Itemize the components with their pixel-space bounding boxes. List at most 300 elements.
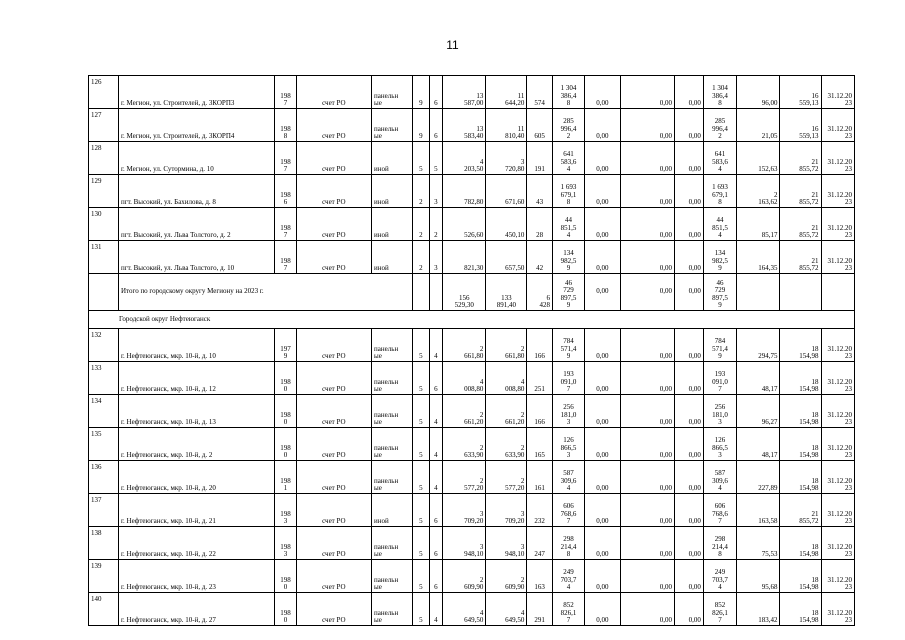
cell-year: 198 0 [275, 395, 296, 428]
table-row [89, 208, 855, 241]
cell-c-b: 0,00 [620, 109, 674, 142]
cell-area-living: 2 633,90 [486, 428, 527, 461]
cell-deadline: 31.12.20 23 [821, 142, 854, 175]
cell-address: пгт. Высокий, ул. Бахилова, д. 8 [118, 175, 275, 208]
cell-address: г. Нефтеюганск, мкр. 10-й, д. 2 [118, 428, 275, 461]
cell-area-total: 13 587,00 [443, 76, 486, 109]
cell-area-living: 3 948,10 [486, 527, 527, 560]
cell-c-c: 0,00 [675, 461, 704, 494]
cell-c-a: 0,00 [585, 142, 621, 175]
total-cost: 46 729 897,5 9 [552, 274, 584, 311]
cell-cost: 44 851,5 4 [552, 208, 584, 241]
cell-year: 198 0 [275, 560, 296, 593]
cell-year: 198 0 [275, 362, 296, 395]
table-row [89, 142, 855, 175]
table-row [89, 362, 855, 395]
cell-area-total: 13 583,40 [443, 109, 486, 142]
cell-residents: 161 [527, 461, 553, 494]
cell-address: г. Нефтеюганск, мкр. 10-й, д. 21 [118, 494, 275, 527]
cell-limit: 18 154,98 [780, 329, 821, 362]
cell-limit: 18 154,98 [780, 560, 821, 593]
cell-residents: 163 [527, 560, 553, 593]
cell-num: 126 [89, 76, 119, 109]
cell-c-c: 0,00 [675, 593, 704, 626]
cell-form: счет РО [296, 208, 371, 241]
cell-year: 198 1 [275, 461, 296, 494]
cell-c-a: 0,00 [585, 428, 621, 461]
cell-entrances: 4 [429, 428, 442, 461]
cell-residents: 191 [527, 142, 553, 175]
cell-c-a: 0,00 [585, 560, 621, 593]
cell-material: иной [372, 241, 413, 274]
cell-entrances: 6 [429, 560, 442, 593]
cell-entrances: 6 [429, 76, 442, 109]
cell-cost: 256 181,0 3 [552, 395, 584, 428]
cell-floors: 5 [413, 428, 430, 461]
cell-limit: 18 154,98 [780, 461, 821, 494]
cell-address: г. Нефтеюганск, мкр. 10-й, д. 10 [118, 329, 275, 362]
total-row [89, 274, 855, 311]
cell-cost: 134 982,5 9 [552, 241, 584, 274]
cell-area-living: 657,50 [486, 241, 527, 274]
cell-limit: 18 154,98 [780, 362, 821, 395]
cell-cost: 285 996,4 2 [552, 109, 584, 142]
table-row [89, 527, 855, 560]
table-row [89, 428, 855, 461]
cell-area-total: 3 709,20 [443, 494, 486, 527]
cell-cost: 298 214,4 8 [552, 527, 584, 560]
cell-num: 130 [89, 208, 119, 241]
cell-c-a: 0,00 [585, 109, 621, 142]
cell-entrances: 5 [429, 142, 442, 175]
cell-year: 197 9 [275, 329, 296, 362]
cell-num: 128 [89, 142, 119, 175]
table-body-nefteyugansk [89, 329, 855, 626]
cell-total: 852 826,1 7 [703, 593, 736, 626]
cell-material: панельн ые [372, 560, 413, 593]
table-body-megion [89, 76, 855, 274]
cell-c-b: 0,00 [620, 494, 674, 527]
cell-residents: 28 [527, 208, 553, 241]
cell-year: 198 3 [275, 527, 296, 560]
cell-unit: 164,35 [737, 241, 780, 274]
cell-c-c: 0,00 [675, 527, 704, 560]
cell-cost: 126 866,5 3 [552, 428, 584, 461]
cell-limit: 18 154,98 [780, 428, 821, 461]
cell-total: 298 214,4 8 [703, 527, 736, 560]
cell-year: 198 7 [275, 76, 296, 109]
cell-unit: 183,42 [737, 593, 780, 626]
cell-cost: 249 703,7 4 [552, 560, 584, 593]
cell-total: 1 304 386,4 8 [703, 76, 736, 109]
cell-limit: 21 855,72 [780, 241, 821, 274]
cell-form: счет РО [296, 329, 371, 362]
cell-entrances: 4 [429, 395, 442, 428]
cell-floors: 5 [413, 362, 430, 395]
cell-total: 44 851,5 4 [703, 208, 736, 241]
cell-area-living: 2 661,20 [486, 395, 527, 428]
cell-entrances: 4 [429, 593, 442, 626]
cell-num: 133 [89, 362, 119, 395]
cell-entrances: 2 [429, 208, 442, 241]
cell-unit: 96,27 [737, 395, 780, 428]
cell-year: 198 0 [275, 593, 296, 626]
total-area-total: 156 529,30 [443, 274, 486, 311]
cell-floors: 2 [413, 208, 430, 241]
cell-residents: 165 [527, 428, 553, 461]
table-row [89, 560, 855, 593]
cell-form: счет РО [296, 76, 371, 109]
cell-area-total: 2 609,90 [443, 560, 486, 593]
cell-deadline: 31.12.20 23 [821, 527, 854, 560]
cell-entrances: 6 [429, 362, 442, 395]
cell-floors: 9 [413, 76, 430, 109]
cell-residents: 247 [527, 527, 553, 560]
total-c-a: 0,00 [585, 274, 621, 311]
cell-c-a: 0,00 [585, 395, 621, 428]
cell-limit: 18 154,98 [780, 527, 821, 560]
cell-unit: 227,89 [737, 461, 780, 494]
cell-year: 198 6 [275, 175, 296, 208]
cell-address: г. Нефтеюганск, мкр. 10-й, д. 13 [118, 395, 275, 428]
cell-c-b: 0,00 [620, 527, 674, 560]
cell-area-total: 821,30 [443, 241, 486, 274]
cell-c-b: 0,00 [620, 329, 674, 362]
cell-area-total: 2 661,80 [443, 329, 486, 362]
total-area-living: 133 891,40 [486, 274, 527, 311]
cell-cost: 1 304 386,4 8 [552, 76, 584, 109]
cell-cost: 784 571,4 9 [552, 329, 584, 362]
cell-c-b: 0,00 [620, 461, 674, 494]
cell-num: 135 [89, 428, 119, 461]
cell-material: панельн ые [372, 593, 413, 626]
cell-area-living: 11 644,20 [486, 76, 527, 109]
cell-residents: 43 [527, 175, 553, 208]
cell-c-b: 0,00 [620, 395, 674, 428]
cell-address: г. Нефтеюганск, мкр. 10-й, д. 23 [118, 560, 275, 593]
cell-limit: 16 559,13 [780, 109, 821, 142]
cell-area-total: 2 661,20 [443, 395, 486, 428]
cell-area-living: 450,10 [486, 208, 527, 241]
cell-c-a: 0,00 [585, 461, 621, 494]
cell-area-total: 2 577,20 [443, 461, 486, 494]
cell-form: счет РО [296, 461, 371, 494]
cell-address: пгт. Высокий, ул. Льва Толстого, д. 2 [118, 208, 275, 241]
cell-residents: 291 [527, 593, 553, 626]
cell-unit: 96,00 [737, 76, 780, 109]
cell-material: панельн ые [372, 527, 413, 560]
cell-num: 136 [89, 461, 119, 494]
cell-c-b: 0,00 [620, 208, 674, 241]
table-row [89, 109, 855, 142]
cell-c-c: 0,00 [675, 362, 704, 395]
cell-residents: 166 [527, 329, 553, 362]
cell-form: счет РО [296, 241, 371, 274]
cell-cost: 641 583,6 4 [552, 142, 584, 175]
cell-deadline: 31.12.20 23 [821, 428, 854, 461]
cell-year: 198 8 [275, 109, 296, 142]
cell-limit: 21 855,72 [780, 494, 821, 527]
cell-deadline: 31.12.20 23 [821, 175, 854, 208]
cell-num: 134 [89, 395, 119, 428]
cell-material: иной [372, 208, 413, 241]
cell-entrances: 4 [429, 461, 442, 494]
cell-total: 1 693 679,1 8 [703, 175, 736, 208]
cell-c-b: 0,00 [620, 593, 674, 626]
cell-c-b: 0,00 [620, 175, 674, 208]
cell-entrances: 6 [429, 109, 442, 142]
table-row [89, 76, 855, 109]
cell-year: 198 7 [275, 241, 296, 274]
cell-address: г. Мегион, ул. Строителей, д. 3КОРП4 [118, 109, 275, 142]
table-row [89, 175, 855, 208]
cell-unit: 48,17 [737, 362, 780, 395]
page-number: 11 [446, 38, 459, 52]
cell-c-c: 0,00 [675, 142, 704, 175]
cell-area-total: 2 633,90 [443, 428, 486, 461]
cell-residents: 166 [527, 395, 553, 428]
cell-area-living: 2 661,80 [486, 329, 527, 362]
cell-deadline: 31.12.20 23 [821, 593, 854, 626]
cell-c-c: 0,00 [675, 241, 704, 274]
cell-limit: 21 855,72 [780, 208, 821, 241]
cell-total: 134 982,5 9 [703, 241, 736, 274]
cell-material: панельн ые [372, 428, 413, 461]
total-label: Итого по городскому округу Мегиону на 2023 г. [118, 274, 412, 311]
cell-unit: 294,75 [737, 329, 780, 362]
cell-floors: 5 [413, 527, 430, 560]
cell-address: г. Нефтеюганск, мкр. 10-й, д. 12 [118, 362, 275, 395]
cell-year: 198 0 [275, 428, 296, 461]
cell-residents: 232 [527, 494, 553, 527]
cell-c-c: 0,00 [675, 560, 704, 593]
cell-address: пгт. Высокий, ул. Льва Толстого, д. 10 [118, 241, 275, 274]
table-row [89, 395, 855, 428]
cell-total: 285 996,4 2 [703, 109, 736, 142]
cell-cost: 606 768,6 7 [552, 494, 584, 527]
cell-total: 641 583,6 4 [703, 142, 736, 175]
cell-unit: 48,17 [737, 428, 780, 461]
cell-area-total: 782,80 [443, 175, 486, 208]
repair-program-table [88, 75, 855, 626]
cell-area-living: 3 709,20 [486, 494, 527, 527]
cell-c-c: 0,00 [675, 494, 704, 527]
cell-material: панельн ые [372, 109, 413, 142]
cell-material: панельн ые [372, 461, 413, 494]
cell-c-b: 0,00 [620, 428, 674, 461]
cell-material: панельн ые [372, 76, 413, 109]
cell-total: 193 091,0 7 [703, 362, 736, 395]
cell-c-b: 0,00 [620, 560, 674, 593]
section-row [89, 311, 855, 329]
cell-area-living: 4 649,50 [486, 593, 527, 626]
cell-floors: 5 [413, 593, 430, 626]
cell-c-c: 0,00 [675, 109, 704, 142]
cell-c-a: 0,00 [585, 241, 621, 274]
cell-c-b: 0,00 [620, 241, 674, 274]
table-row [89, 461, 855, 494]
total-section [89, 274, 855, 329]
cell-floors: 9 [413, 109, 430, 142]
cell-c-c: 0,00 [675, 175, 704, 208]
cell-floors: 2 [413, 241, 430, 274]
cell-address: г. Нефтеюганск, мкр. 10-й, д. 22 [118, 527, 275, 560]
cell-unit: 21,05 [737, 109, 780, 142]
cell-c-c: 0,00 [675, 428, 704, 461]
cell-address: г. Мегион, ул. Сутормина, д. 10 [118, 142, 275, 175]
table-row [89, 241, 855, 274]
cell-cost: 1 693 679,1 8 [552, 175, 584, 208]
cell-entrances: 6 [429, 494, 442, 527]
cell-c-c: 0,00 [675, 208, 704, 241]
cell-num: 131 [89, 241, 119, 274]
cell-limit: 16 559,13 [780, 76, 821, 109]
cell-c-b: 0,00 [620, 76, 674, 109]
cell-limit: 18 154,98 [780, 593, 821, 626]
cell-material: панельн ые [372, 329, 413, 362]
cell-cost: 587 309,6 4 [552, 461, 584, 494]
cell-form: счет РО [296, 428, 371, 461]
cell-form: счет РО [296, 175, 371, 208]
cell-entrances: 4 [429, 329, 442, 362]
cell-num: 139 [89, 560, 119, 593]
cell-limit: 21 855,72 [780, 142, 821, 175]
cell-floors: 5 [413, 560, 430, 593]
cell-c-a: 0,00 [585, 494, 621, 527]
cell-form: счет РО [296, 142, 371, 175]
cell-unit: 75,53 [737, 527, 780, 560]
cell-floors: 5 [413, 461, 430, 494]
cell-address: г. Нефтеюганск, мкр. 10-й, д. 27 [118, 593, 275, 626]
cell-unit: 95,68 [737, 560, 780, 593]
cell-area-living: 2 577,20 [486, 461, 527, 494]
total-residents: 6 428 [527, 274, 553, 311]
cell-limit: 21 855,72 [780, 175, 821, 208]
cell-deadline: 31.12.20 23 [821, 395, 854, 428]
cell-num: 138 [89, 527, 119, 560]
cell-area-living: 4 008,80 [486, 362, 527, 395]
cell-cost: 193 091,0 7 [552, 362, 584, 395]
cell-entrances: 6 [429, 527, 442, 560]
cell-c-a: 0,00 [585, 208, 621, 241]
cell-c-b: 0,00 [620, 142, 674, 175]
cell-total: 587 309,6 4 [703, 461, 736, 494]
cell-num: 132 [89, 329, 119, 362]
cell-c-c: 0,00 [675, 395, 704, 428]
cell-floors: 5 [413, 395, 430, 428]
section-title: Городской округ Нефтеюганск [89, 311, 855, 329]
cell-residents: 605 [527, 109, 553, 142]
cell-deadline: 31.12.20 23 [821, 109, 854, 142]
cell-year: 198 7 [275, 142, 296, 175]
cell-material: панельн ые [372, 395, 413, 428]
cell-unit: 152,63 [737, 142, 780, 175]
cell-area-total: 4 008,80 [443, 362, 486, 395]
cell-address: г. Мегион, ул. Строителей, д. 3КОРП3 [118, 76, 275, 109]
cell-material: иной [372, 494, 413, 527]
cell-area-total: 3 948,10 [443, 527, 486, 560]
cell-num: 129 [89, 175, 119, 208]
cell-area-total: 4 649,50 [443, 593, 486, 626]
cell-c-b: 0,00 [620, 362, 674, 395]
total-c-b: 0,00 [620, 274, 674, 311]
cell-deadline: 31.12.20 23 [821, 241, 854, 274]
cell-year: 198 7 [275, 208, 296, 241]
cell-area-total: 526,60 [443, 208, 486, 241]
cell-total: 784 571,4 9 [703, 329, 736, 362]
cell-area-living: 2 609,90 [486, 560, 527, 593]
table-row [89, 329, 855, 362]
table-row [89, 593, 855, 626]
cell-floors: 2 [413, 175, 430, 208]
cell-year: 198 3 [275, 494, 296, 527]
cell-form: счет РО [296, 560, 371, 593]
total-c-c: 0,00 [675, 274, 704, 311]
cell-material: панельн ые [372, 362, 413, 395]
cell-c-a: 0,00 [585, 527, 621, 560]
cell-total: 126 866,5 3 [703, 428, 736, 461]
cell-area-total: 4 203,50 [443, 142, 486, 175]
cell-residents: 574 [527, 76, 553, 109]
cell-deadline: 31.12.20 23 [821, 494, 854, 527]
cell-form: счет РО [296, 527, 371, 560]
cell-total: 249 703,7 4 [703, 560, 736, 593]
total-total: 46 729 897,5 9 [703, 274, 736, 311]
cell-c-a: 0,00 [585, 593, 621, 626]
cell-area-living: 3 720,80 [486, 142, 527, 175]
cell-deadline: 31.12.20 23 [821, 76, 854, 109]
table-row [89, 494, 855, 527]
cell-limit: 18 154,98 [780, 395, 821, 428]
cell-form: счет РО [296, 593, 371, 626]
cell-residents: 42 [527, 241, 553, 274]
cell-form: счет РО [296, 109, 371, 142]
cell-c-a: 0,00 [585, 175, 621, 208]
cell-c-a: 0,00 [585, 329, 621, 362]
cell-total: 256 181,0 3 [703, 395, 736, 428]
cell-entrances: 3 [429, 241, 442, 274]
cell-form: счет РО [296, 395, 371, 428]
cell-material: иной [372, 142, 413, 175]
cell-unit: 163,58 [737, 494, 780, 527]
cell-c-a: 0,00 [585, 76, 621, 109]
cell-deadline: 31.12.20 23 [821, 362, 854, 395]
cell-total: 606 768,6 7 [703, 494, 736, 527]
cell-address: г. Нефтеюганск, мкр. 10-й, д. 20 [118, 461, 275, 494]
cell-cost: 852 826,1 7 [552, 593, 584, 626]
cell-floors: 5 [413, 329, 430, 362]
cell-floors: 5 [413, 142, 430, 175]
cell-c-a: 0,00 [585, 362, 621, 395]
cell-c-c: 0,00 [675, 329, 704, 362]
cell-area-living: 671,60 [486, 175, 527, 208]
cell-form: счет РО [296, 362, 371, 395]
cell-material: иной [372, 175, 413, 208]
cell-area-living: 11 810,40 [486, 109, 527, 142]
cell-floors: 5 [413, 494, 430, 527]
cell-entrances: 3 [429, 175, 442, 208]
cell-deadline: 31.12.20 23 [821, 329, 854, 362]
cell-residents: 251 [527, 362, 553, 395]
cell-num: 137 [89, 494, 119, 527]
cell-num: 127 [89, 109, 119, 142]
cell-deadline: 31.12.20 23 [821, 560, 854, 593]
cell-c-c: 0,00 [675, 76, 704, 109]
cell-deadline: 31.12.20 23 [821, 461, 854, 494]
cell-unit: 85,17 [737, 208, 780, 241]
cell-num: 140 [89, 593, 119, 626]
cell-form: счет РО [296, 494, 371, 527]
